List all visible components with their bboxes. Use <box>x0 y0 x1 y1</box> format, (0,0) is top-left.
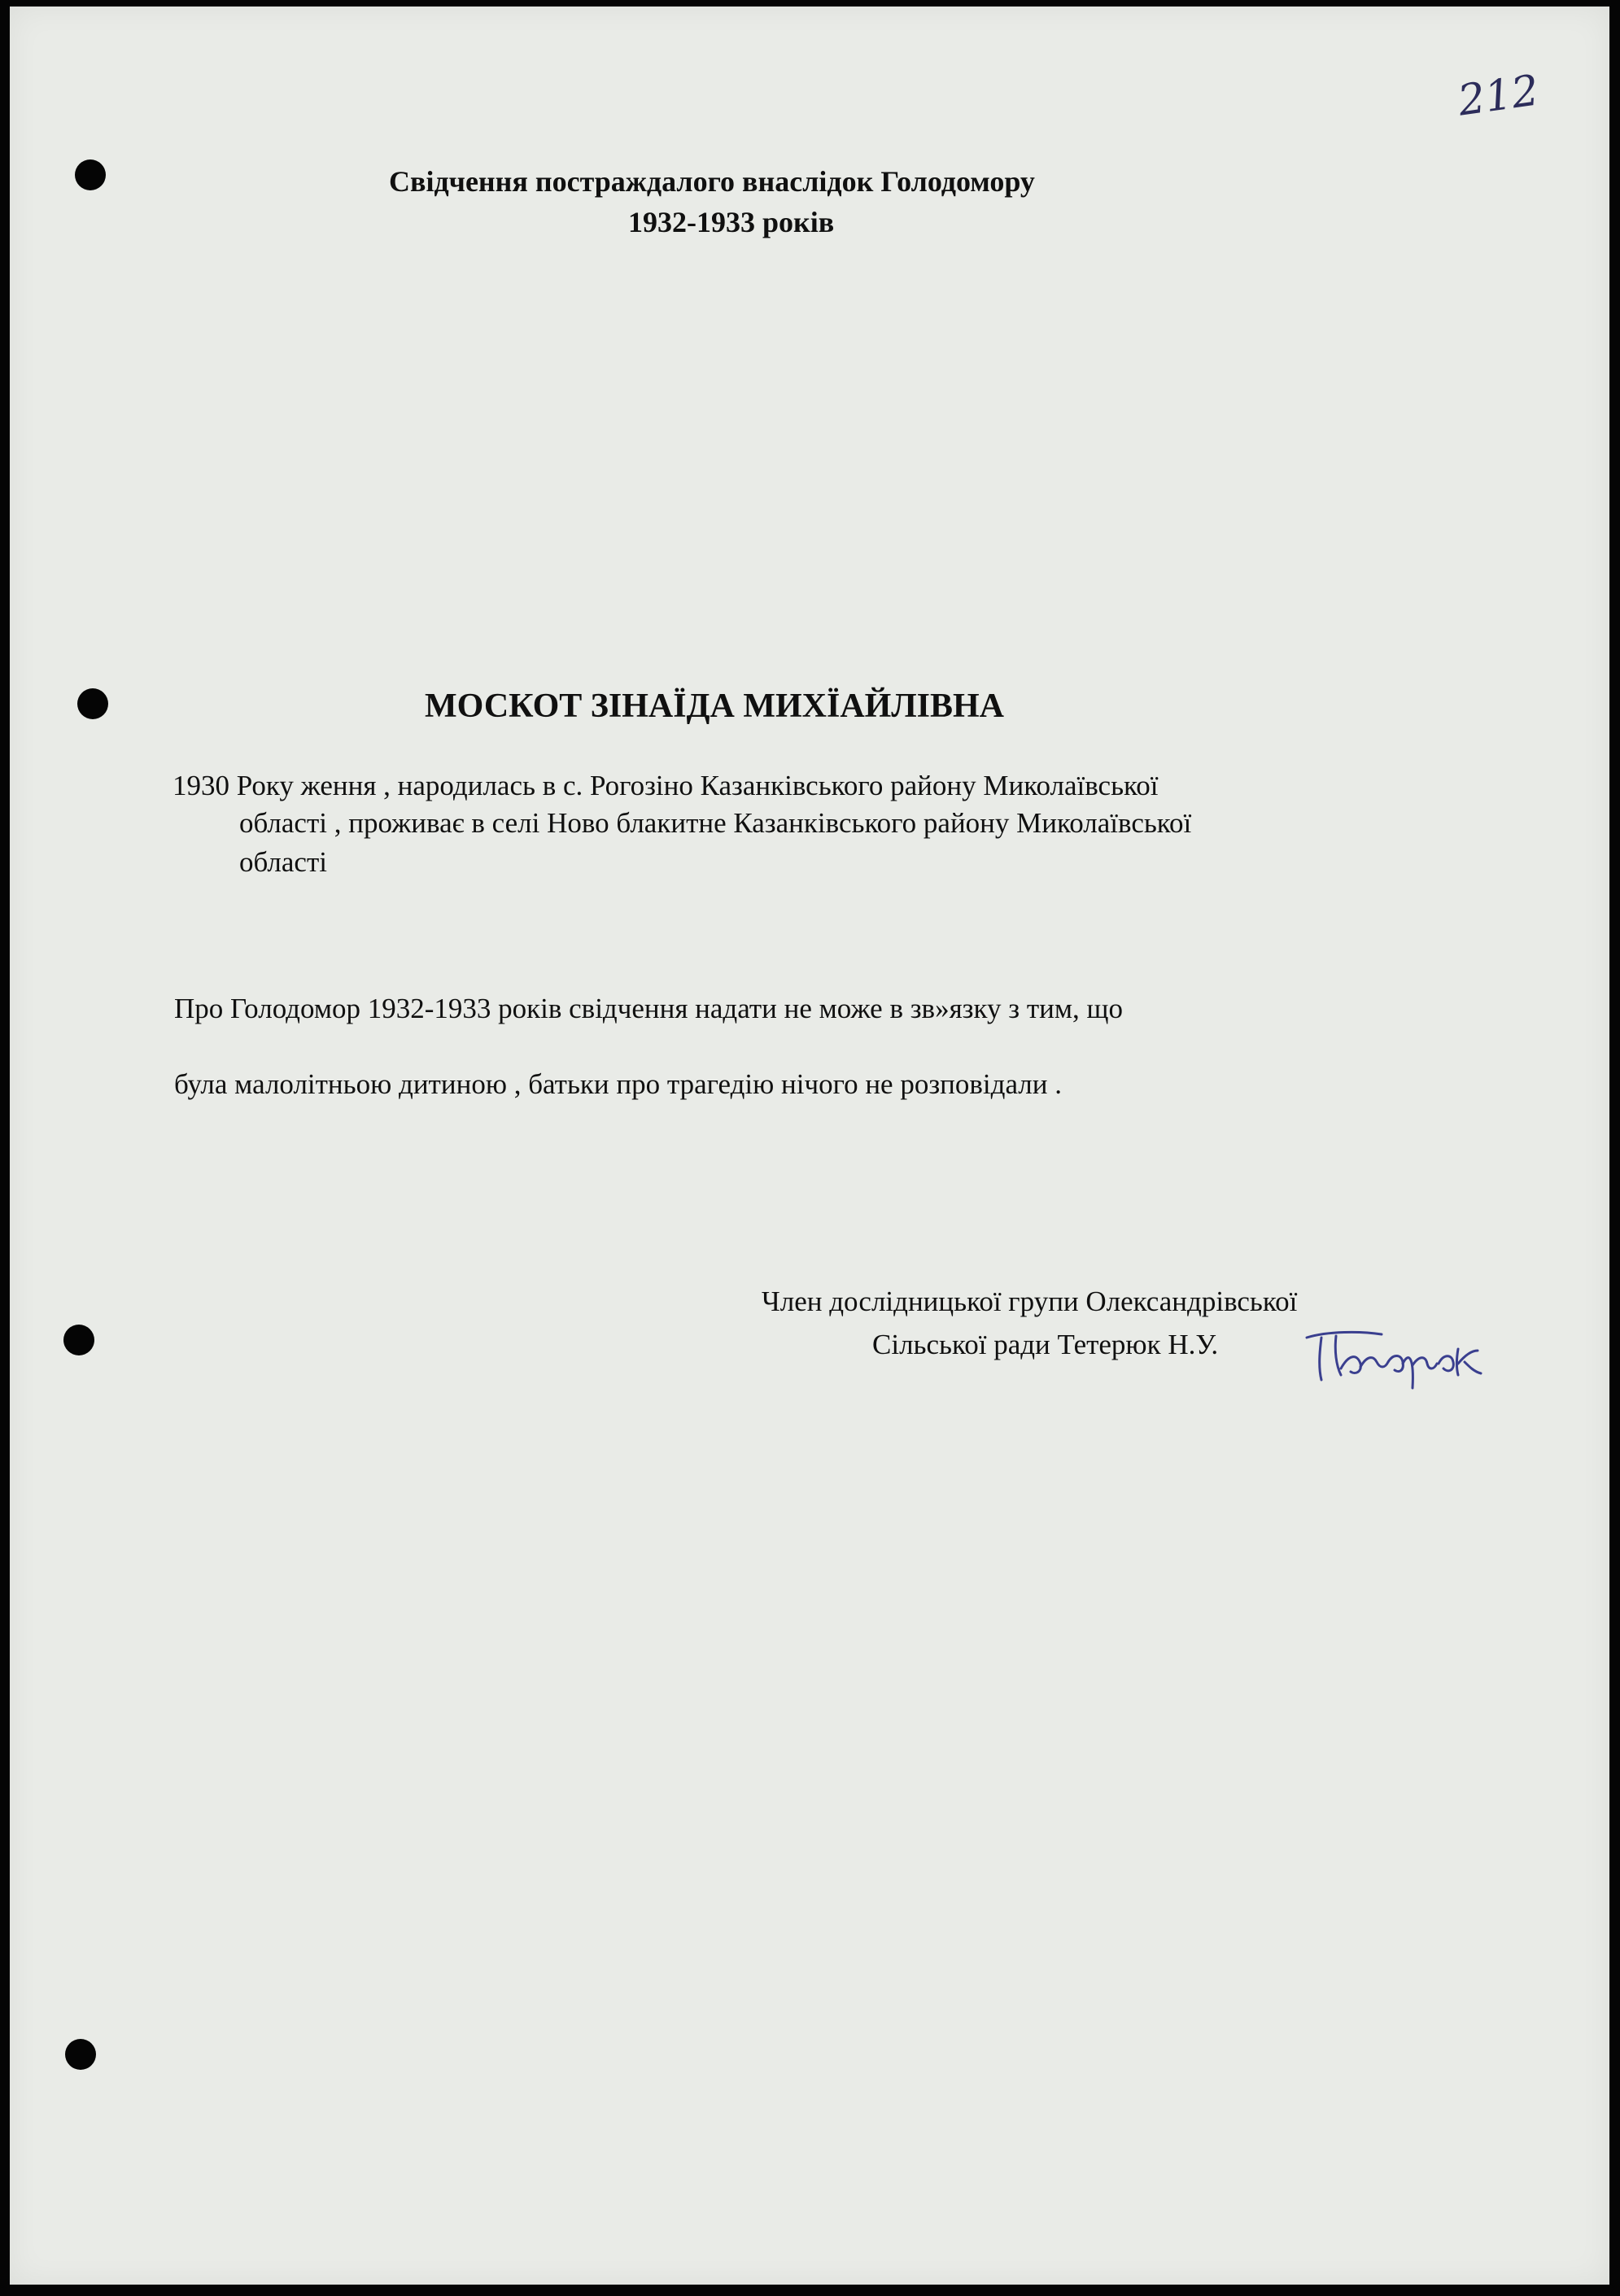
folio-number: 212 <box>1455 66 1542 126</box>
punch-hole <box>75 159 106 190</box>
witness-name: МОСКОТ ЗІНАЇДА МИХЇАЙЛІВНА <box>425 687 1004 725</box>
punch-hole <box>63 1325 94 1355</box>
signer-title-line1: Член дослідницької групи Олександрівської <box>762 1285 1298 1317</box>
document-title-line1: Свідчення постраждалого внаслідок Голодомору <box>389 165 1035 198</box>
bio-line-1: 1930 Року ження , народилась в с. Рогозіно Казанківського району Миколаївської <box>172 770 1159 801</box>
handwritten-signature <box>1303 1326 1515 1391</box>
document-title-line2: 1932-1933 років <box>628 206 835 238</box>
statement-line-1: Про Голодомор 1932-1933 років свідчення надати не може в зв»язку з тим, що <box>174 993 1123 1024</box>
punch-hole <box>77 688 108 719</box>
statement-line-2: була малолітньою дитиною , батьки про трагедію нічого не розповідали . <box>174 1068 1062 1100</box>
bio-line-2: області , проживає в селі Ново блакитне Казанківського району Миколаївської <box>239 807 1192 839</box>
document-page <box>10 7 1609 2285</box>
punch-hole <box>65 2039 96 2070</box>
signer-title-line2: Сільської ради Тетерюк Н.У. <box>872 1329 1219 1360</box>
bio-line-3: області <box>239 846 327 878</box>
